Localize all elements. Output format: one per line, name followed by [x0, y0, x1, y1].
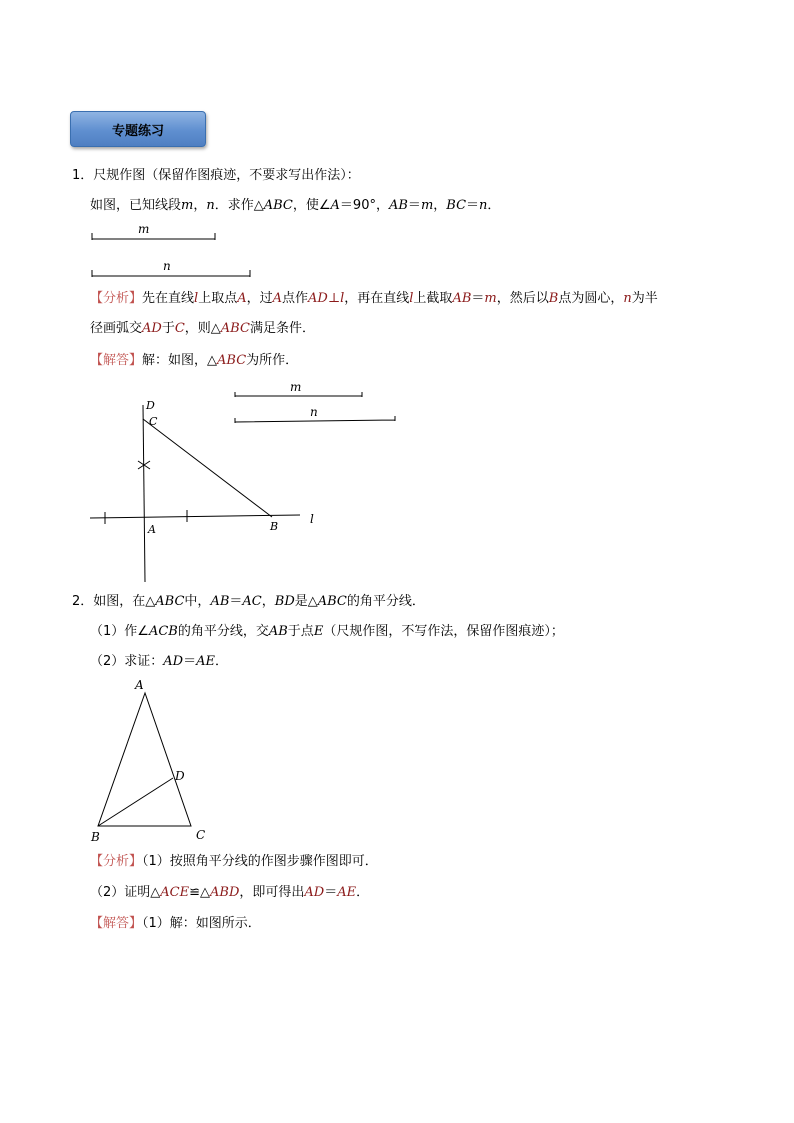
point-c-label: C [196, 828, 206, 842]
line-l-label: l [310, 512, 314, 526]
point-a-label: A [135, 678, 144, 692]
q2-analysis-line2: （2）证明△ACE≌△ABD，即可得出AD＝AE． [90, 885, 370, 900]
q2-stem: 2．如图，在△ABC中，AB＝AC，BD是△ABC的角平分线． [72, 594, 425, 609]
q2-analysis-line1: 【分析】（1）按照角平分线的作图步骤作图即可． [90, 854, 378, 869]
q2-number: 2． [72, 594, 94, 609]
answer-tag: 【解答】 [90, 353, 143, 368]
point-c-label: C [149, 415, 158, 428]
q2-part1: （1）作∠ACB的角平分线，交AB于点E（尺规作图，不写作法，保留作图痕迹）； [90, 624, 564, 639]
point-b-label: B [270, 520, 279, 533]
segment-n-label: n [310, 405, 318, 419]
segment-n-label: n [163, 259, 171, 273]
q1-construction-figure [85, 375, 405, 585]
point-d-label: D [146, 399, 155, 412]
segment-m-label: m [138, 222, 150, 236]
analysis-tag: 【分析】 [90, 291, 143, 306]
q1-given-segments-figure [88, 220, 268, 280]
point-b-label: B [91, 830, 100, 844]
q1-stem: 1．尺规作图（保留作图痕迹，不要求写出作法）： [72, 168, 360, 183]
section-heading: 专题练习 [70, 111, 206, 147]
q1-analysis-line2: 径画弧交AD于C，则△ABC满足条件． [90, 321, 315, 336]
q1-given: 如图，已知线段m，n．求作△ABC，使∠A＝90°，AB＝m，BC＝n． [90, 198, 501, 213]
point-a-label: A [148, 523, 156, 536]
q1-answer: 【解答】解：如图，△ABC为所作． [90, 353, 299, 368]
q2-triangle-figure [85, 675, 225, 845]
point-d-label: D [175, 769, 185, 783]
q1-number: 1． [72, 168, 94, 183]
answer-tag: 【解答】 [90, 916, 143, 931]
analysis-tag: 【分析】 [90, 854, 143, 869]
segment-m-label: m [290, 380, 302, 394]
q2-part2: （2）求证：AD＝AE． [90, 654, 229, 669]
q1-analysis-line1: 【分析】先在直线l上取点A，过A点作AD⊥l，再在直线l上截取AB＝m，然后以B点为圆心，n为半 [90, 291, 658, 306]
q2-answer: 【解答】（1）解：如图所示． [90, 916, 261, 931]
